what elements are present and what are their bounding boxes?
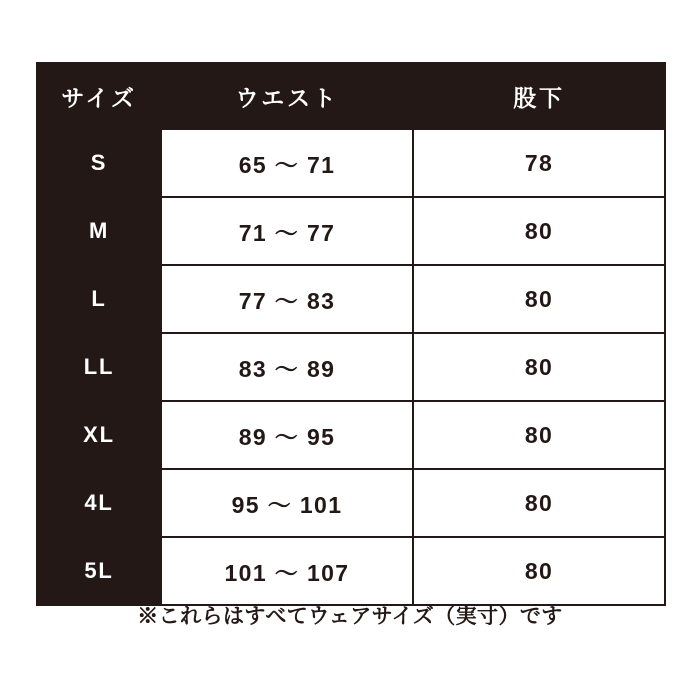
row-label-size: 4L: [37, 469, 161, 537]
cell-inseam: 78: [413, 129, 665, 197]
cell-inseam: 80: [413, 333, 665, 401]
row-label-size: L: [37, 265, 161, 333]
size-table-header: [37, 63, 665, 129]
cell-waist: 65 〜 71: [161, 129, 413, 197]
size-table-container: [36, 62, 664, 606]
table-row: [37, 333, 665, 401]
cell-inseam: 80: [413, 537, 665, 605]
column-header-inseam: 股下: [413, 63, 665, 129]
size-table: [36, 62, 666, 606]
row-label-size: M: [37, 197, 161, 265]
cell-waist: 83 〜 89: [161, 333, 413, 401]
size-note: ※これらはすべてウェアサイズ（実寸）です: [137, 605, 563, 628]
cell-waist: 101 〜 107: [161, 537, 413, 605]
column-header-waist: ウエスト: [161, 63, 413, 129]
table-row: [37, 469, 665, 537]
size-table-body: [37, 129, 665, 605]
table-row: [37, 129, 665, 197]
cell-inseam: 80: [413, 265, 665, 333]
cell-waist: 89 〜 95: [161, 401, 413, 469]
table-row: [37, 537, 665, 605]
row-label-size: LL: [37, 333, 161, 401]
cell-waist: 95 〜 101: [161, 469, 413, 537]
table-row: [37, 265, 665, 333]
row-label-size: S: [37, 129, 161, 197]
cell-inseam: 80: [413, 197, 665, 265]
cell-waist: 77 〜 83: [161, 265, 413, 333]
row-label-size: 5L: [37, 537, 161, 605]
cell-waist: 71 〜 77: [161, 197, 413, 265]
column-header-size: サイズ: [37, 63, 161, 129]
table-header-row: [37, 63, 665, 129]
cell-inseam: 80: [413, 469, 665, 537]
table-row: [37, 401, 665, 469]
table-row: [37, 197, 665, 265]
row-label-size: XL: [37, 401, 161, 469]
cell-inseam: 80: [413, 401, 665, 469]
